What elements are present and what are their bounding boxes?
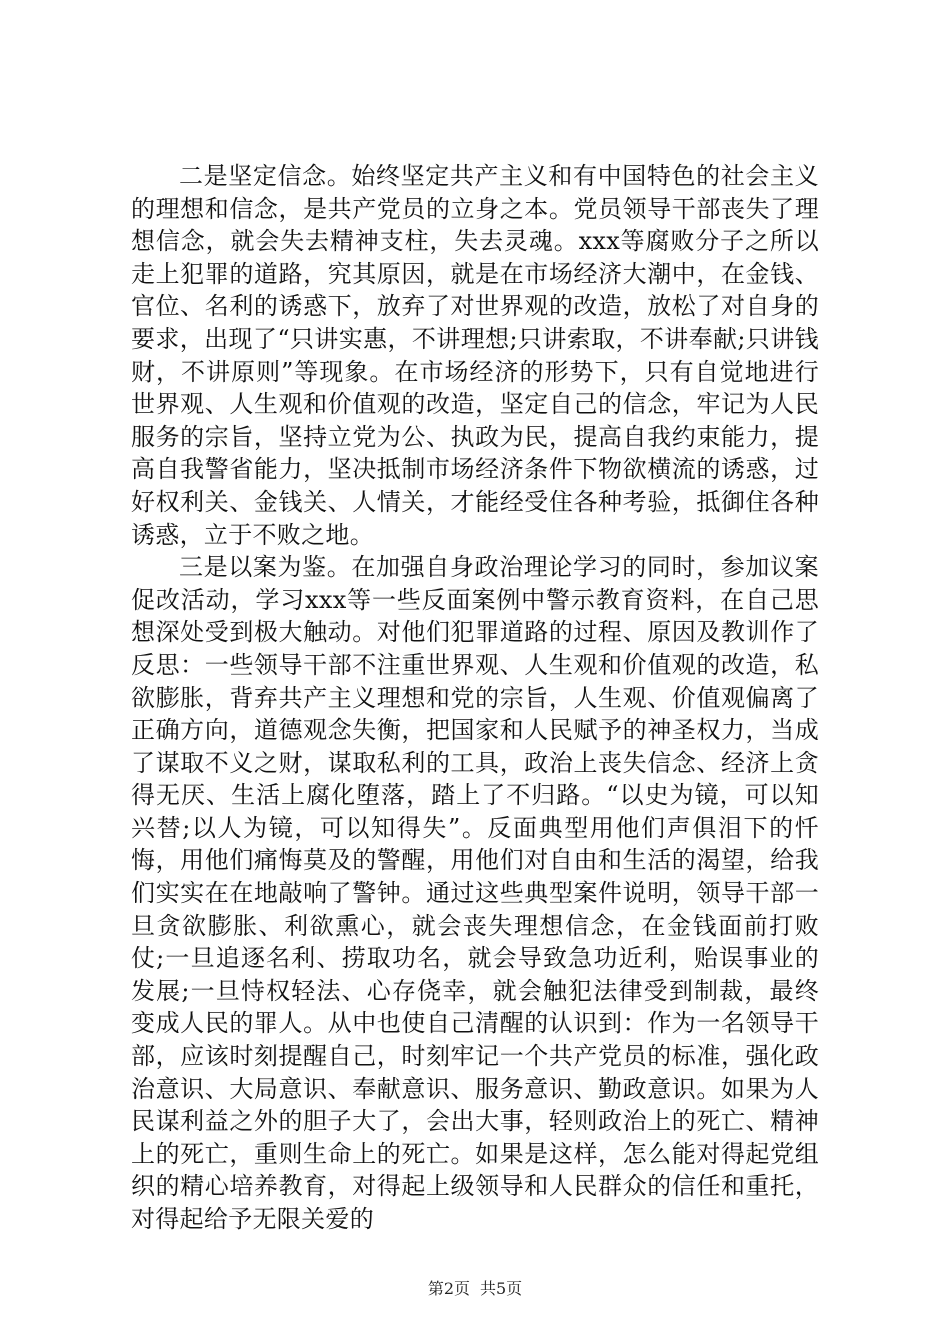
page-total: 共5页 bbox=[480, 1279, 523, 1298]
document-body bbox=[131, 160, 819, 1236]
page-footer bbox=[0, 1276, 950, 1299]
page-number: 第2页 bbox=[427, 1279, 470, 1298]
paragraph-belief: 二是坚定信念。始终坚定共产主义和有中国特色的社会主义的理想和信念，是共产党员的立身之本。党员领导干部丧失了理想信念，就会失去精神支柱，失去灵魂。xxx等腐败分子之所以走上犯罪的道路，究其原因，就是在市场经济大潮中，在金钱、官位、名利的诱惑下，放弃了对世界观的改造，放松了对自身的要求，出现了“只讲实惠，不讲理想;只讲索取，不讲奉献;只讲钱财，不讲原则”等现象。在市场经济的形势下，只有自觉地进行世界观、人生观和价值观的改造，坚定自己的信念，牢记为人民服务的宗旨，坚持立党为公、执政为民，提高自我约束能力，提高自我警省能力，坚决抵制市场经济条件下物欲横流的诱惑，过好权利关、金钱关、人情关，才能经受住各种考验，抵御住各种诱惑，立于不败之地。 bbox=[131, 162, 819, 549]
paragraph-case-lesson: 三是以案为鉴。在加强自身政治理论学习的同时，参加议案促改活动，学习xxx等一些反面案例中警示教育资料，在自己思想深处受到极大触动。对他们犯罪道路的过程、原因及教训作了反思：一些领导干部不注重世界观、人生观和价值观的改造，私欲膨胀，背弃共产主义理想和党的宗旨，人生观、价值观偏离了正确方向，道德观念失衡，把国家和人民赋予的神圣权力，当成了谋取不义之财，谋取私利的工具，政治上丧失信念、经济上贪得无厌、生活上腐化堕落，踏上了不归路。“以史为镜，可以知兴替;以人为镜，可以知得失”。反面典型用他们声俱泪下的忏悔，用他们痛悔莫及的警醒，用他们对自由和生活的渴望，给我们实实在在地敲响了警钟。通过这些典型案件说明，领导干部一旦贪欲膨胀、利欲熏心，就会丧失理想信念，在金钱面前打败仗;一旦追逐名利、捞取功名，就会导致急功近利，贻误事业的发展;一旦恃权轻法、心存侥幸，就会触犯法律受到制裁，最终变成人民的罪人。从中也使自己清醒的认识到：作为一名领导干部，应该时刻提醒自己，时刻牢记一个共产党员的标准，强化政治意识、大局意识、奉献意识、服务意识、勤政意识。如果为人民谋利益之外的胆子大了，会出大事，轻则政治上的死亡、精神上的死亡，重则生命上的死亡。如果是这样，怎么能对得起党组织的精心培养教育，对得起上级领导和人民群众的信任和重托，对得起给予无限关爱的 bbox=[131, 553, 819, 1233]
